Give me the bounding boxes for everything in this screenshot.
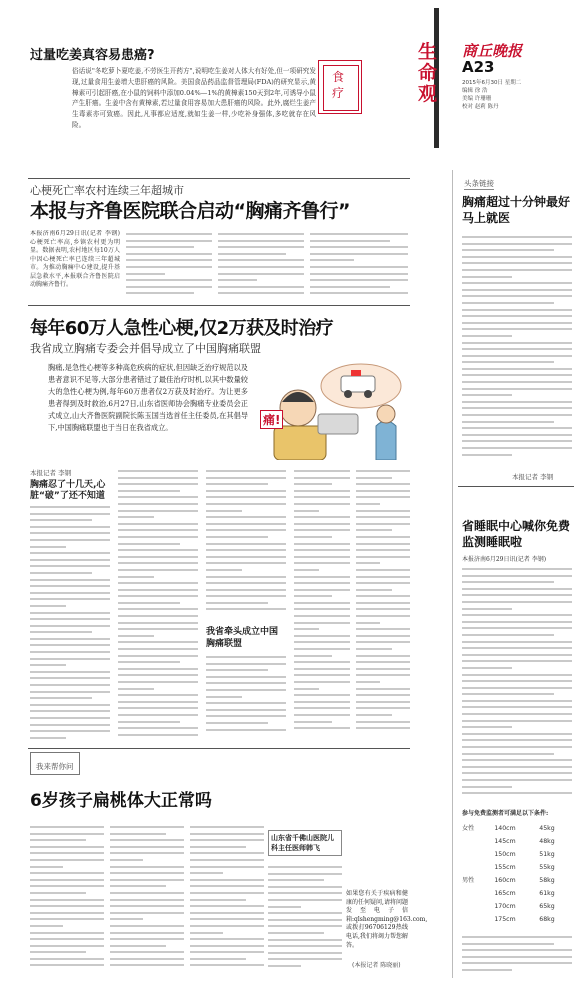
editor-credit: 编辑 徐 浩 bbox=[462, 88, 488, 94]
lead-col4 bbox=[310, 233, 408, 299]
sidebar-article2-lead: 本报济南6月29日讯(记者 李钢) bbox=[462, 556, 547, 563]
table-cell: 58kg bbox=[539, 877, 555, 884]
pain-exclamation: 痛! bbox=[260, 410, 283, 429]
page-number: A23 bbox=[462, 58, 495, 76]
table-row-label bbox=[462, 835, 484, 848]
table-row-label: 男性 bbox=[462, 877, 475, 884]
table-row-label bbox=[462, 913, 484, 926]
lead-col2 bbox=[126, 233, 212, 299]
table-cell: 68kg bbox=[539, 916, 555, 923]
table-cell: 170cm bbox=[494, 903, 516, 910]
proof-credit: 校对 赵莉 陈丹 bbox=[462, 104, 499, 110]
feature-subtitle: 我省成立胸痛专委会并倡导成立了中国胸痛联盟 bbox=[30, 342, 261, 355]
feature-col4 bbox=[294, 470, 350, 742]
table-row bbox=[462, 861, 574, 874]
feature-col1 bbox=[30, 506, 110, 742]
lead-col1: 本报济南6月29日讯(记者 李钢) 心梗死亡率高,乡镇农村更为明显。数据表明,农村地区每10万人中因心梗死亡率已连续三年超城市。为推动胸痛中心建设,提升基层急救水平,本报联合齐鲁医院启动胸痛齐鲁行。 bbox=[30, 230, 120, 288]
table-cell: 175cm bbox=[494, 916, 516, 923]
feature-subhead-1: 胸痛忍了十几天,心脏“破”了还不知道 bbox=[30, 480, 106, 501]
table-cell: 155cm bbox=[494, 864, 516, 871]
feature-summary: 胸痛,是急性心梗等多种高危疾病的症状,但因缺乏治疗规范以及患者意识不足等,大部分患者错过了最佳治疗时机,以其中数量较大的急性心梗为例,每年60万患者仅2万获及时治疗。为让更多患者得到及时救治,6月27日,山东省医师协会胸痛专业委员会正式成立,山大齐鲁医院副院长陈玉国当选首任主任委员,在其倡导下,中国胸痛联盟也于当日在我省成立。 bbox=[48, 363, 248, 432]
section-title: 生命观 bbox=[418, 41, 438, 105]
sidebar-article1-byline: 本报记者 李钢 bbox=[512, 473, 554, 481]
table-cell: 45kg bbox=[539, 825, 555, 832]
bottom-col3 bbox=[190, 826, 264, 976]
feature-col3a bbox=[206, 470, 286, 622]
bottom-title: 6岁孩子扁桃体大正常吗 bbox=[30, 791, 212, 811]
chest-pain-illustration bbox=[256, 356, 410, 460]
table-row-label bbox=[462, 900, 484, 913]
sidebar-link-label: 头条链接 bbox=[464, 179, 494, 188]
top-article-title: 过量吃姜真容易患癌? bbox=[30, 48, 155, 63]
top-article-body: 俗话说"冬吃萝卜夏吃姜,不劳医生开药方",说明吃生姜对人体大有好处,但一项研究发现,过量食用生姜增大患肝癌的风险。美国食品药品监督管理局(FDA)的研究显示,黄樟素可引起肝癌,在小鼠的饲料中添加0.04%—1%的黄樟素150天到2年,可诱导小鼠产生肝癌。生姜中含有黄樟素,若过量食用容易加大患肝癌的风险。此外,腐烂生姜产生毒素亦可致癌。因此,凡事都应适度,就如生姜一样,少吃补身强体,多吃就存在风险。 bbox=[72, 67, 316, 129]
table-cell: 160cm bbox=[494, 877, 516, 884]
table-row bbox=[462, 887, 574, 900]
sidebar-article1-body bbox=[462, 236, 572, 464]
bottom-col4 bbox=[268, 866, 342, 976]
sidebar-article1-title: 胸痛超过十分钟最好马上就医 bbox=[462, 195, 571, 225]
table-cell: 61kg bbox=[539, 890, 555, 897]
feature-col2 bbox=[118, 470, 198, 742]
table-row-label: 女性 bbox=[462, 825, 475, 832]
table-cell: 150cm bbox=[494, 851, 516, 858]
sidebar-article2-title: 省睡眠中心喊你免费监测睡眠啦 bbox=[462, 519, 571, 549]
bottom-col1 bbox=[30, 826, 104, 976]
food-tag-label: 食疗 bbox=[332, 70, 345, 100]
table-row-label bbox=[462, 861, 484, 874]
sidebar-table-caption: 参与免费监测者可满足以下条件: bbox=[462, 810, 549, 817]
table-row bbox=[462, 848, 574, 861]
bottom-kicker-box bbox=[30, 752, 80, 775]
table-cell: 140cm bbox=[494, 825, 516, 832]
sidebar-table bbox=[462, 822, 574, 926]
food-tag-box bbox=[318, 60, 362, 114]
feature-col3b bbox=[206, 656, 286, 742]
table-row bbox=[462, 874, 574, 887]
divider bbox=[28, 305, 410, 306]
feature-byline: 本报记者 李钢 bbox=[30, 469, 72, 477]
publish-date: 2015年6月30日 星期二 bbox=[462, 80, 522, 86]
sidebar-rule bbox=[452, 170, 453, 978]
table-cell: 65kg bbox=[539, 903, 555, 910]
question-callout: 如果您有关于疾病和健康的任何疑问,请将问题发至电子信箱:qlshengming@163.com,或拨打96706129热线电话,我们将竭力帮您解答。 bbox=[346, 890, 428, 949]
table-row bbox=[462, 913, 574, 926]
sidebar-footnote bbox=[462, 936, 572, 978]
divider bbox=[28, 178, 410, 179]
feature-title: 每年60万人急性心梗,仅2万获及时治疗 bbox=[30, 318, 334, 339]
lead-title: 本报与齐鲁医院联合启动“胸痛齐鲁行” bbox=[30, 200, 350, 222]
table-row-label bbox=[462, 887, 484, 900]
table-row bbox=[462, 900, 574, 913]
table-cell: 165cm bbox=[494, 890, 516, 897]
table-row bbox=[462, 822, 574, 835]
table-row bbox=[462, 835, 574, 848]
bottom-col2 bbox=[110, 826, 184, 976]
table-cell: 145cm bbox=[494, 838, 516, 845]
paper-logo: 商丘晚报 bbox=[462, 42, 523, 60]
divider bbox=[458, 486, 574, 487]
bottom-byline: (本报记者 陈晓丽) bbox=[352, 962, 401, 969]
table-row-label bbox=[462, 848, 484, 861]
feature-subhead-2: 我省牵头成立中国胸痛联盟 bbox=[206, 627, 279, 649]
divider bbox=[28, 748, 410, 749]
designer-credit: 美编 许珊珊 bbox=[462, 96, 492, 102]
sidebar-article2-body bbox=[462, 568, 572, 804]
table-cell: 48kg bbox=[539, 838, 555, 845]
bottom-kicker: 我来帮你问 bbox=[36, 762, 74, 771]
table-cell: 51kg bbox=[539, 851, 555, 858]
lead-col3 bbox=[218, 233, 304, 299]
hospital-box: 山东省千佛山医院儿科主任医师韩飞 bbox=[268, 830, 342, 856]
feature-col5 bbox=[356, 470, 410, 742]
table-cell: 55kg bbox=[539, 864, 555, 871]
lead-kicker: 心梗死亡率农村连续三年超城市 bbox=[30, 184, 184, 197]
